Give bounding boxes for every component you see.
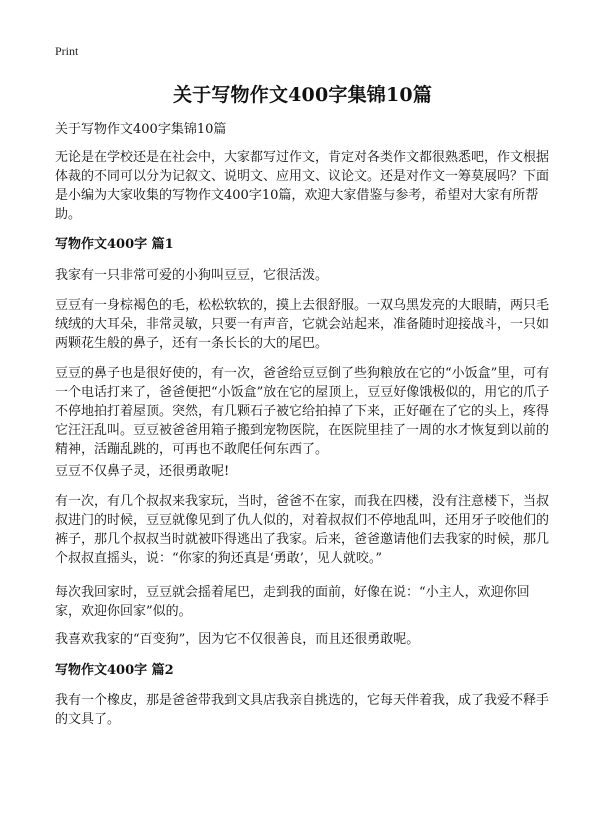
intro-paragraph: 无论是在学校还是在社会中，大家都写过作文，肯定对各类作文都很熟悉吧，作文根据体裁的不同可以分为记叙文、说明文、应用文、议论文。还是对作文一筹莫展吗？下面是小编为大家收集的写物作文400字10篇，欢迎大家借鉴与参考，希望对大家有所帮助。 — [55, 150, 550, 222]
section-1-paragraph-7: 我喜欢我家的“百变狗”，因为它不仅很善良，而且还很勇敢呢。 — [55, 632, 420, 647]
section-1-paragraph-5: 有一次，有几个叔叔来我家玩，当时，爸爸不在家，而我在四楼，没有注意楼下，当叔叔进门的时候，豆豆就像见到了仇人似的，对着叔叔们不停地乱叫，还用牙子咬他们的裤子，那几个叔叔当时就被吓得逃出了我家。后来，爸爸邀请他们去我家的时候，那几个叔叔直摇头，说：“你家的狗还真是‘勇敢’，见人就咬。” — [55, 494, 550, 566]
section-1-paragraph-4: 豆豆不仅鼻子灵，还很勇敢呢! — [55, 464, 230, 479]
section-1-paragraph-1: 我家有一只非常可爱的小狗叫豆豆，它很活泼。 — [55, 268, 329, 283]
section-1-paragraph-6: 每次我回家时，豆豆就会摇着尾巴，走到我的面前，好像在说：“小主人，欢迎你回家，欢迎你回家”似的。 — [55, 585, 530, 619]
section-1-paragraph-3: 豆豆的鼻子也是很好使的，有一次，爸爸给豆豆倒了些狗粮放在它的“小饭盒”里，可有一个电话打来了，爸爸便把“小饭盒”放在它的屋顶上，豆豆好像饿极似的，用它的爪子不停地拍打着屋顶。突然，有几颗石子被它给拍掉了下来，正好砸在了它的头上，疼得它汪汪乱叫。豆豆被爸爸用箱子搬到宠物医院，在医院里挂了一周的水才恢复到以前的精神，活蹦乱跳的，可再也不敢爬任何东西了。 — [55, 366, 550, 457]
print-link[interactable]: Print — [55, 44, 79, 58]
section-1-heading: 写物作文400字 篇1 — [55, 237, 174, 252]
document-subtitle: 关于写物作文400字集锦10篇 — [55, 122, 227, 137]
section-2-paragraph-1: 我有一个橡皮，那是爸爸带我到文具店我亲自挑选的，它每天伴着我，成了我爱不释手的文具了。 — [55, 693, 550, 727]
section-1-paragraph-2: 豆豆有一身棕褐色的毛，松松软软的，摸上去很舒服。一双乌黑发亮的大眼睛，两只毛绒绒的大耳朵，非常灵敏，只要一有声音，它就会站起来，准备随时迎接战斗，一只如两颗花生般的鼻子，还有一条长长的大的尾巴。 — [55, 298, 550, 351]
section-2-heading: 写物作文400字 篇2 — [55, 663, 174, 678]
document-title: 关于写物作文400字集锦10篇 — [172, 84, 433, 106]
